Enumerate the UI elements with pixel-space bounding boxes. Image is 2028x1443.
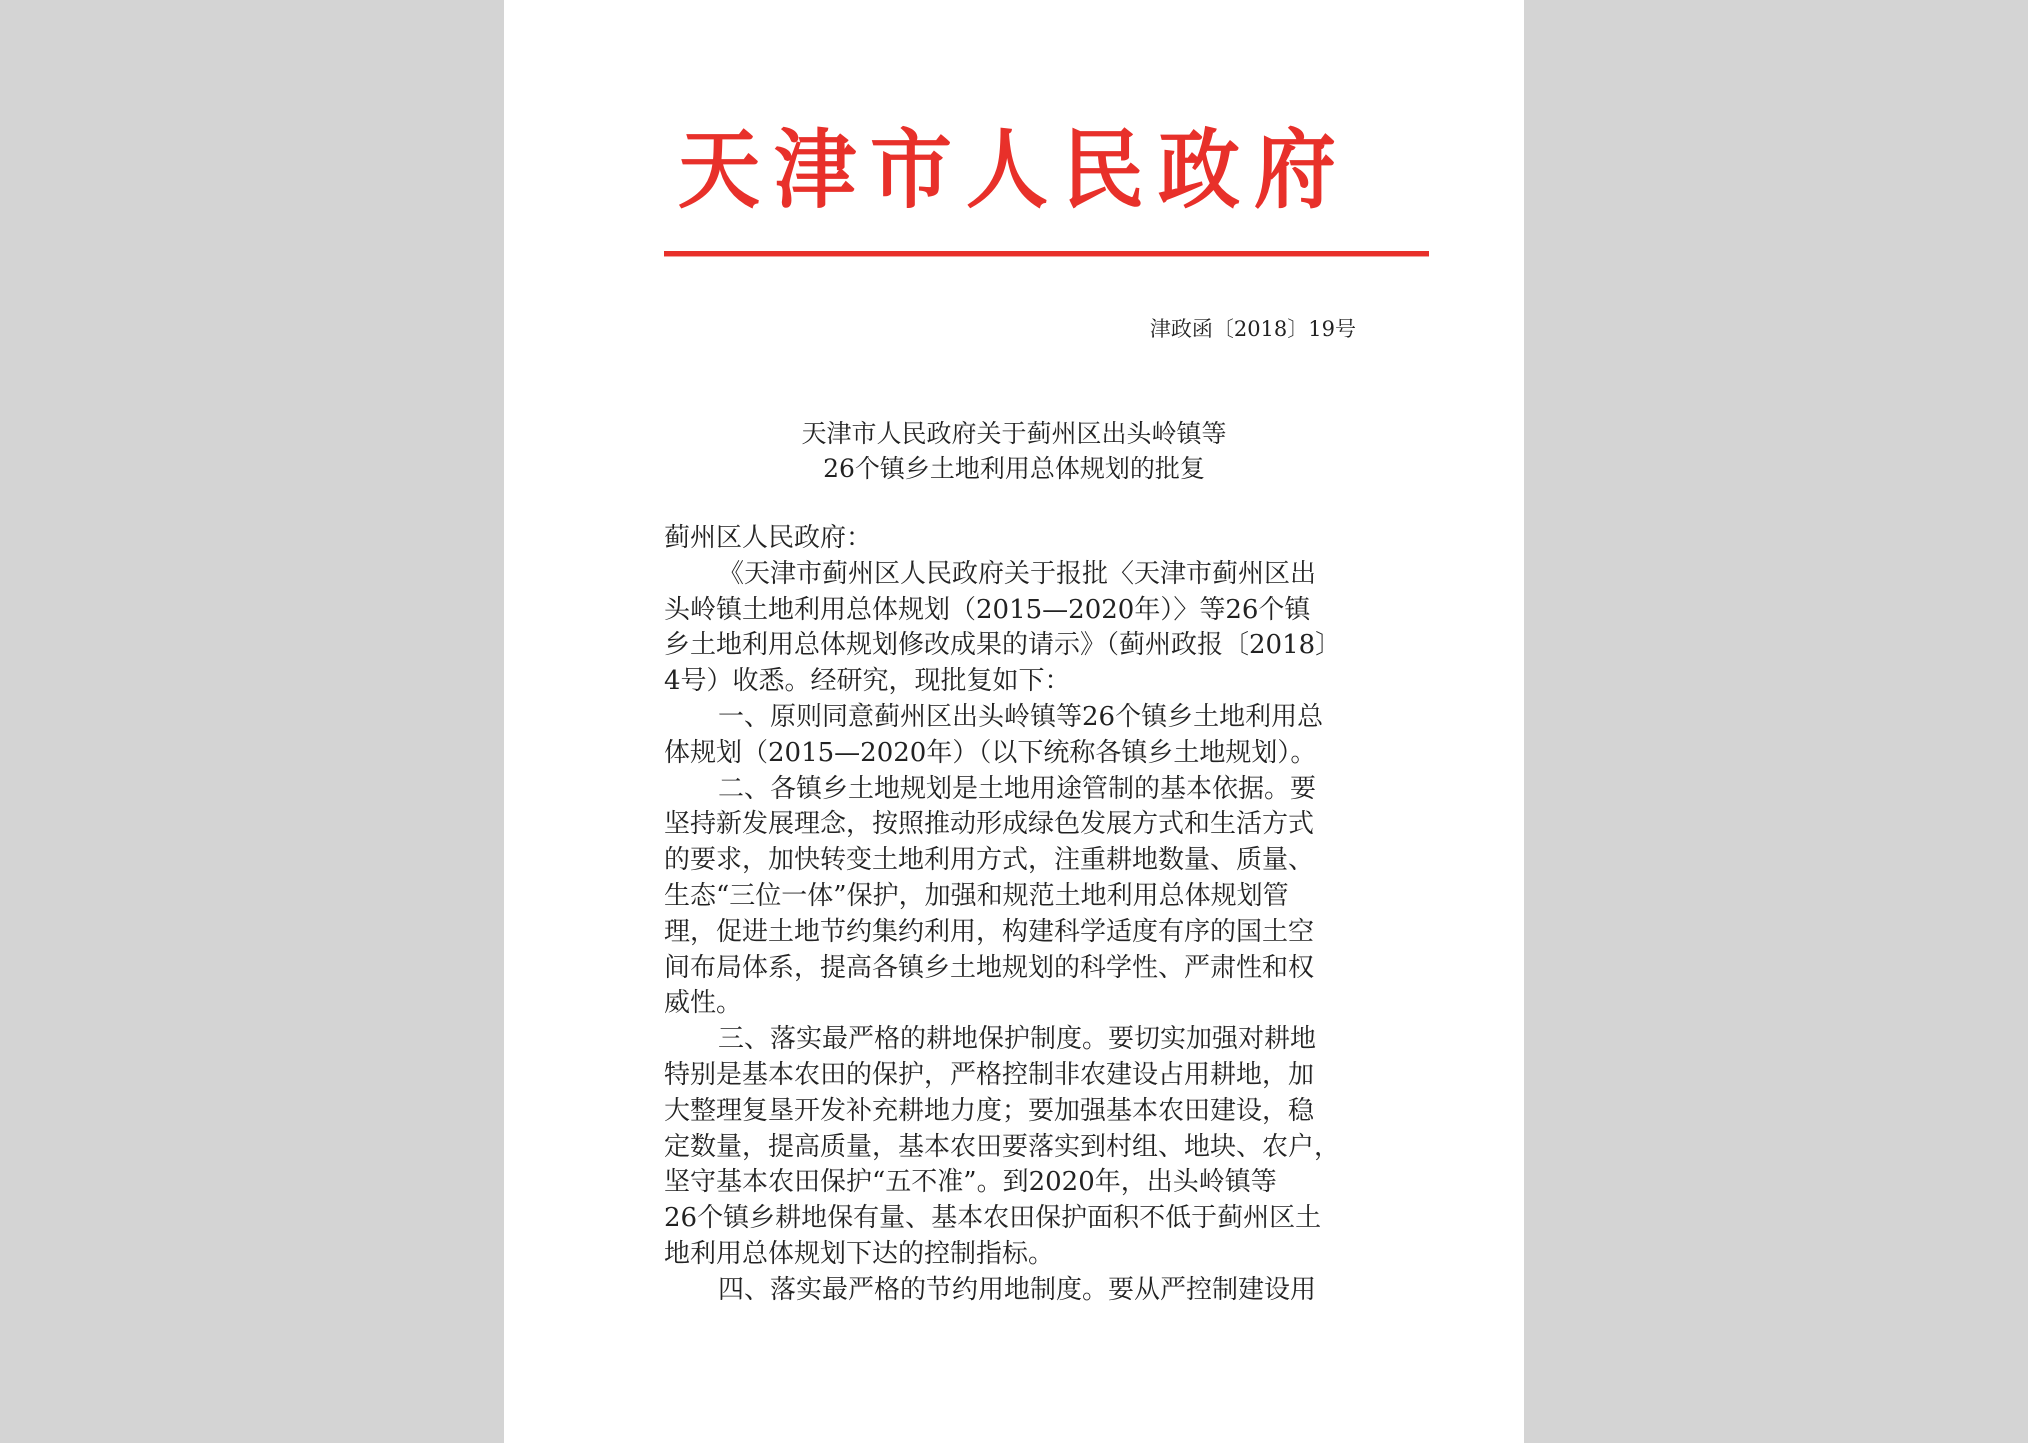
body-line: 26个镇乡耕地保有量、基本农田保护面积不低于蓟州区土: [664, 1203, 1322, 1234]
title-line-2: 26个镇乡土地利用总体规划的批复: [823, 454, 1205, 483]
title-line-1: 天津市人民政府关于蓟州区出头岭镇等: [801, 419, 1227, 448]
salutation: 蓟州区人民政府：: [664, 523, 873, 553]
body-line: 的要求，加快转变土地利用方式，注重耕地数量、质量、: [664, 845, 1315, 876]
document-number: 津政函〔2018〕19号: [1149, 317, 1356, 341]
body-line: 头岭镇土地利用总体规划（2015—2020年）〉等26个镇: [664, 594, 1311, 625]
document-body: [664, 521, 1384, 1309]
body-line: 地利用总体规划下达的控制指标。: [664, 1238, 1055, 1269]
red-header-rule: [664, 251, 1429, 257]
body-line: 威性。: [664, 988, 743, 1019]
body-line: 间布局体系，提高各镇乡土地规划的科学性、严肃性和权: [664, 952, 1315, 983]
body-line: 4号）收悉。经研究，现批复如下：: [664, 666, 1071, 697]
body-line: 坚守基本农田保护“五不准”。到2020年，出头岭镇等: [664, 1167, 1277, 1198]
body-line: 理，促进土地节约集约利用，构建科学适度有序的国土空: [664, 916, 1315, 947]
document-title: [504, 416, 1524, 486]
body-line: 四、落实最严格的节约用地制度。要从严控制建设用: [718, 1274, 1317, 1305]
body-line: 乡土地利用总体规划修改成果的请示》（蓟州政报〔2018〕: [664, 630, 1342, 661]
body-line: 三、落实最严格的耕地保护制度。要切实加强对耕地: [718, 1024, 1317, 1055]
body-line: 《天津市蓟州区人民政府关于报批〈天津市蓟州区出: [718, 558, 1317, 589]
issuer-header: 天津市人民政府: [677, 120, 1350, 221]
body-line: 特别是基本农田的保护，严格控制非农建设占用耕地，加: [664, 1059, 1315, 1090]
body-line: 生态“三位一体”保护，加强和规范土地利用总体规划管: [664, 880, 1289, 911]
body-line: 二、各镇乡土地规划是土地用途管制的基本依据。要: [718, 773, 1317, 804]
body-line: 大整理复垦开发补充耕地力度；要加强基本农田建设，稳: [664, 1095, 1315, 1126]
document-page: [504, 0, 1524, 1443]
body-line: 体规划（2015—2020年）（以下统称各镇乡土地规划）。: [664, 737, 1317, 768]
body-line: 一、原则同意蓟州区出头岭镇等26个镇乡土地利用总: [718, 701, 1324, 732]
body-line: 坚持新发展理念，按照推动形成绿色发展方式和生活方式: [664, 809, 1315, 840]
body-line: 定数量，提高质量，基本农田要落实到村组、地块、农户，: [664, 1131, 1341, 1162]
